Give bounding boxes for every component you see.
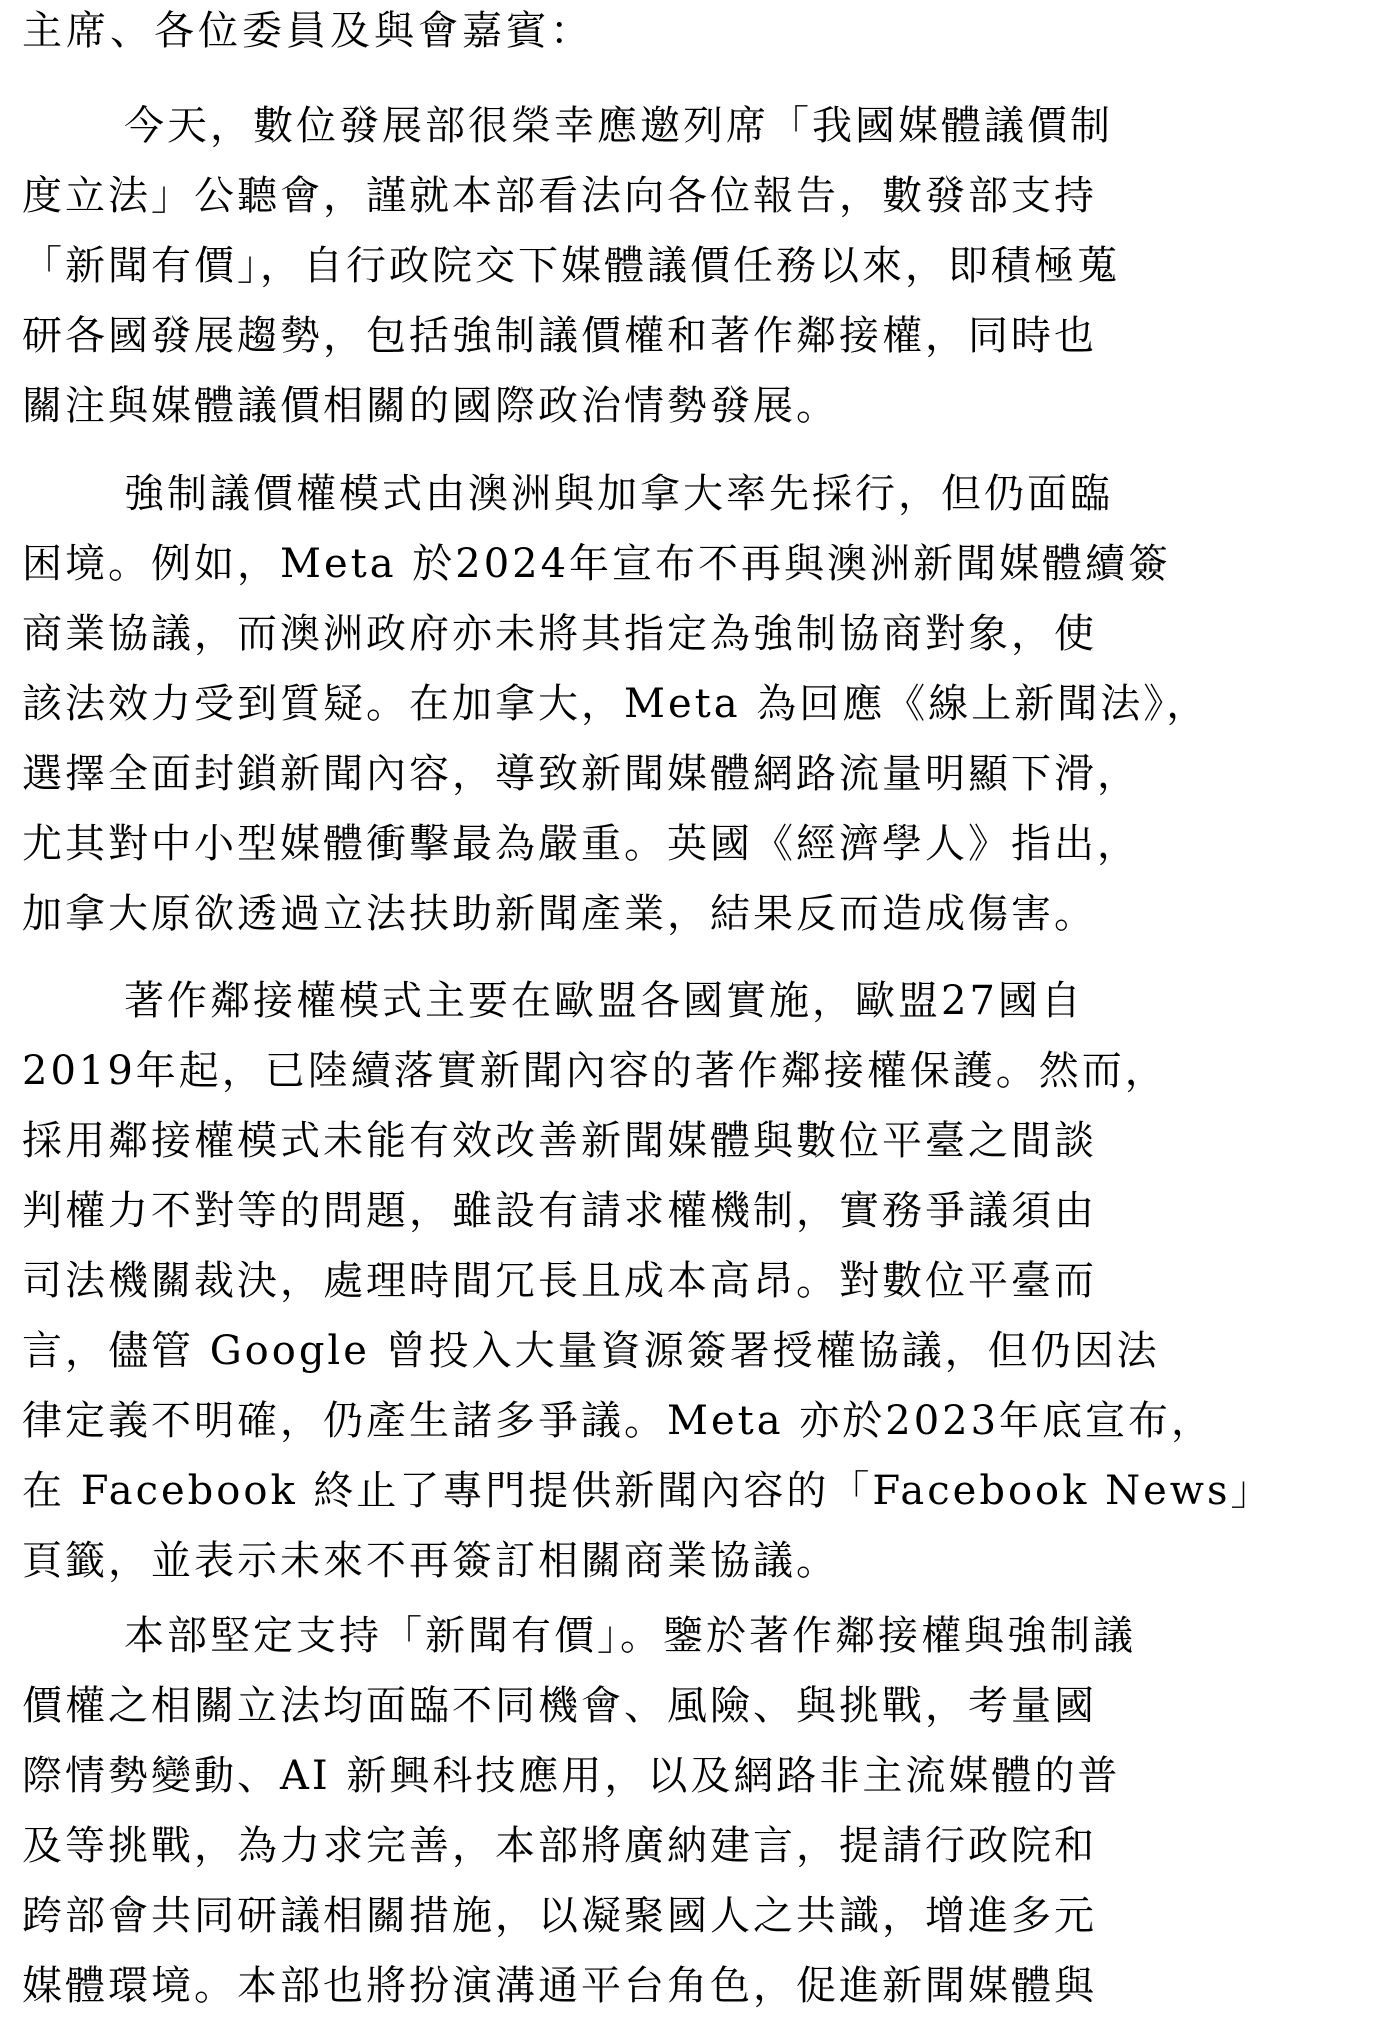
paragraph-line: 價權之相關立法均面臨不同機會、風險、與挑戰，考量國 xyxy=(22,1683,1097,1729)
paragraph-line: 律定義不明確，仍產生諸多爭議。Meta 亦於2023年底宣布， xyxy=(22,1398,1215,1444)
paragraph-line: 尤其對中小型媒體衝擊最為嚴重。英國《經濟學人》指出， xyxy=(22,821,1140,867)
salutation: 主席、各位委員及與會嘉賓： xyxy=(22,8,594,54)
paragraph-line: 困境。例如，Meta 於2024年宣布不再與澳洲新聞媒體續簽 xyxy=(22,541,1172,587)
paragraph-line: 判權力不對等的問題，雖設有請求權機制，實務爭議須由 xyxy=(22,1188,1097,1234)
paragraph-line: 選擇全面封鎖新聞內容，導致新聞媒體網路流量明顯下滑， xyxy=(22,751,1140,797)
paragraph-1 xyxy=(22,91,1332,441)
paragraph-line: 著作鄰接權模式主要在歐盟各國實施，歐盟27國自 xyxy=(124,978,1084,1024)
paragraph-line: 採用鄰接權模式未能有效改善新聞媒體與數位平臺之間談 xyxy=(22,1118,1097,1164)
paragraph-2 xyxy=(22,459,1332,949)
paragraph-line: 及等挑戰，為力求完善，本部將廣納建言，提請行政院和 xyxy=(22,1823,1097,1869)
paragraph-line: 該法效力受到質疑。在加拿大，Meta 為回應《線上新聞法》， xyxy=(22,681,1210,727)
paragraph-line: 媒體環境。本部也將扮演溝通平台角色，促進新聞媒體與 xyxy=(22,1963,1097,2009)
paragraph-line: 頁籤，並表示未來不再簽訂相關商業協議。 xyxy=(22,1538,839,1584)
paragraph-3 xyxy=(22,966,1332,1596)
paragraph-line: 跨部會共同研議相關措施，以凝聚國人之共識，增進多元 xyxy=(22,1893,1097,1939)
paragraph-line: 今天，數位發展部很榮幸應邀列席「我國媒體議價制 xyxy=(124,103,1113,149)
paragraph-line: 強制議價權模式由澳洲與加拿大率先採行，但仍面臨 xyxy=(124,471,1113,517)
paragraph-line: 加拿大原欲透過立法扶助新聞產業，結果反而造成傷害。 xyxy=(22,891,1097,937)
paragraph-line: 關注與媒體議價相關的國際政治情勢發展。 xyxy=(22,383,839,429)
paragraph-line: 度立法」公聽會，謹就本部看法向各位報告，數發部支持 xyxy=(22,173,1097,219)
paragraph-line: 商業協議，而澳洲政府亦未將其指定為強制協商對象，使 xyxy=(22,611,1097,657)
paragraph-line: 本部堅定支持「新聞有價」。鑒於著作鄰接權與強制議 xyxy=(124,1613,1136,1659)
paragraph-4 xyxy=(22,1601,1332,2021)
paragraph-line: 研各國發展趨勢，包括強制議價權和著作鄰接權，同時也 xyxy=(22,313,1097,359)
paragraph-line: 「新聞有價」，自行政院交下媒體議價任務以來，即積極蒐 xyxy=(22,243,1120,289)
paragraph-line: 2019年起，已陸續落實新聞內容的著作鄰接權保護。然而， xyxy=(22,1048,1168,1094)
paragraph-line: 司法機關裁決，處理時間冗長且成本高昂。對數位平臺而 xyxy=(22,1258,1097,1304)
paragraph-line: 在 Facebook 終止了專門提供新聞內容的「Facebook News」 xyxy=(22,1468,1274,1514)
paragraph-line: 言，儘管 Google 曾投入大量資源簽署授權協議，但仍因法 xyxy=(22,1328,1160,1374)
paragraph-line: 際情勢變動、AI 新興科技應用，以及網路非主流媒體的普 xyxy=(22,1753,1121,1799)
